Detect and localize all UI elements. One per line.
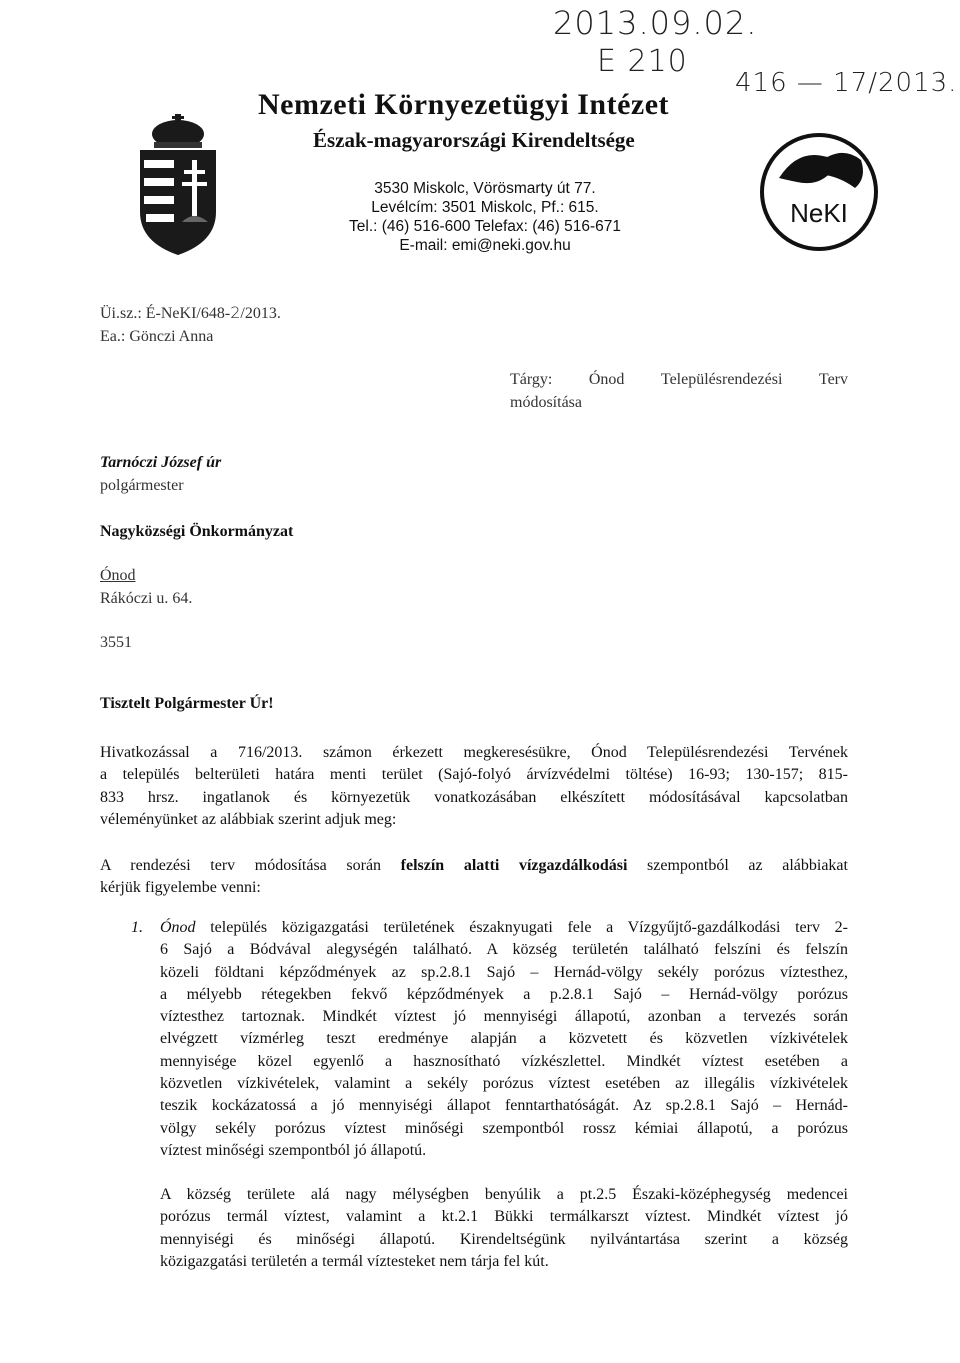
rendezesi-line-1 xyxy=(100,855,848,877)
recipient-org: Nagyközségi Önkormányzat xyxy=(100,523,294,540)
handwritten-initials: E 210 xyxy=(597,44,688,79)
rendezesi-bold: felszín alatti vízgazdálkodási xyxy=(400,857,628,874)
rendezesi-post: szempontból az alábbiakat xyxy=(627,857,848,874)
point-1-first-rest: település közigazgatási területének északnyugati fele a Vízgyűjtő-gazdálkodási terv 2- xyxy=(195,919,848,936)
reference-handwritten: 2 xyxy=(230,303,241,322)
reference-prefix: Üi.sz.: É-NeKI/648- xyxy=(100,305,231,322)
neki-logo xyxy=(757,130,881,254)
intro-paragraph xyxy=(100,742,848,831)
point-1-number: 1. xyxy=(131,919,143,936)
reference-suffix: /2013. xyxy=(240,305,281,322)
subject-word-2: Ónod xyxy=(588,371,625,388)
point-1-paragraph xyxy=(160,917,848,1162)
recipient-zip: 3551 xyxy=(100,634,132,651)
subject-word-3: Településrendezési xyxy=(660,371,783,388)
thermal-line: porózus termál víztest, valamint a kt.2.1 Bükki termálkarszt víztest. Mindkét víztest jó xyxy=(160,1208,848,1226)
institute-title: Nemzeti Környezetügyi Intézet xyxy=(258,88,670,121)
salutation: Tisztelt Polgármester Úr! xyxy=(100,695,274,712)
point-1-line: víztest minőségi szempontból jó állapotú. xyxy=(160,1141,427,1159)
contact-address: 3530 Miskolc, Vörösmarty út 77. xyxy=(374,180,596,197)
recipient-city: Ónod xyxy=(100,567,136,584)
reference-number xyxy=(100,303,281,323)
recipient-title: polgármester xyxy=(100,477,184,494)
rendezesi-line-2: kérjük figyelembe venni: xyxy=(100,879,261,897)
neki-logo-text: NeKI xyxy=(790,198,848,228)
thermal-paragraph xyxy=(160,1184,848,1273)
subject-line xyxy=(510,371,848,389)
institute-subtitle: Észak-magyarországi Kirendeltsége xyxy=(313,128,635,152)
handwritten-reference: 416 — 17/2013. xyxy=(735,68,958,98)
intro-line: a település belterületi határa menti terület (Sajó-folyó árvízvédelmi töltése) 16-93; 130-157; 815- xyxy=(100,766,848,784)
neki-logo-icon xyxy=(757,130,881,254)
coat-of-arms-icon xyxy=(128,112,228,257)
subject-line-2: módosítása xyxy=(510,394,582,411)
intro-line: 833 hrsz. ingatlanok és környezetük vonatkozásában elkészített módosításával kapcsolatban xyxy=(100,788,848,806)
point-1-line: a mélyebb rétegekben fekvő képződmények a p.2.8.1 Sajó – Hernád-völgy porózus xyxy=(160,985,848,1003)
point-1-line: 6 Sajó a Bódvával alegységén található. A község területén található felszíni és felszín xyxy=(160,941,848,959)
rendezesi-paragraph xyxy=(100,855,848,900)
point-1-place: Ónod xyxy=(160,919,196,936)
point-1-first-line xyxy=(160,917,848,939)
contact-mail: Levélcím: 3501 Miskolc, Pf.: 615. xyxy=(371,199,599,216)
point-1-line: teszik kockázatossá a jó mennyiségi állapot fenntarthatóságát. Az sp.2.8.1 Sajó – Hernád- xyxy=(160,1097,848,1115)
rendezesi-pre: A rendezési terv módosítása során xyxy=(100,857,401,874)
subject-word-4: Terv xyxy=(818,371,848,388)
thermal-line: közigazgatási területén a termál víztesteket nem tárja fel kút. xyxy=(160,1252,549,1270)
contact-email: E-mail: emi@neki.gov.hu xyxy=(399,237,571,254)
recipient-name: Tarnóczi József úr xyxy=(100,454,222,471)
handwritten-date: 2013.09.02. xyxy=(553,4,758,42)
point-1-line: elvégzett vízmérleg teszt eredménye alapján a közvetett és közvetlen vízkivételek xyxy=(160,1030,848,1048)
point-1-line: mennyisége közel egyenlő a hasznosítható vízkészlettel. Mindkét víztest esetében a xyxy=(160,1052,848,1070)
thermal-line: mennyiségi és minőségi állapotú. Kirendeltségünk nyilvántartása szerint a község xyxy=(160,1230,848,1248)
coat-of-arms-emblem xyxy=(128,112,228,257)
point-1-line: víztesthez tartoznak. Mindkét víztest jó mennyiségi állapotú, azonban a tervezés során xyxy=(160,1008,848,1026)
thermal-line: A község területe alá nagy mélységben benyúlik a pt.2.5 Északi-középhegység medencei xyxy=(160,1186,848,1203)
case-handler: Ea.: Gönczi Anna xyxy=(100,328,214,345)
point-1-line: közeli földtani képződmények az sp.2.8.1 Sajó – Hernád-völgy sekély porózus víztesthez, xyxy=(160,963,848,981)
point-1-line: völgy sekély porózus víztest minőségi szempontból rossz kémiai állapotú, a porózus xyxy=(160,1119,848,1137)
intro-line: Hivatkozással a 716/2013. számon érkezett megkeresésükre, Ónod Településrendezési Tervének xyxy=(100,744,848,761)
intro-line: véleményünket az alábbiak szerint adjuk meg: xyxy=(100,810,397,828)
point-1-line: közvetlen vízkivételek, valamint a sekély porózus víztest esetében az illegális vízkivételek xyxy=(160,1075,848,1093)
subject-word-1: Tárgy: xyxy=(510,371,553,388)
contact-block xyxy=(300,179,670,255)
contact-phone: Tel.: (46) 516-600 Telefax: (46) 516-671 xyxy=(349,218,621,235)
recipient-street: Rákóczi u. 64. xyxy=(100,590,193,607)
